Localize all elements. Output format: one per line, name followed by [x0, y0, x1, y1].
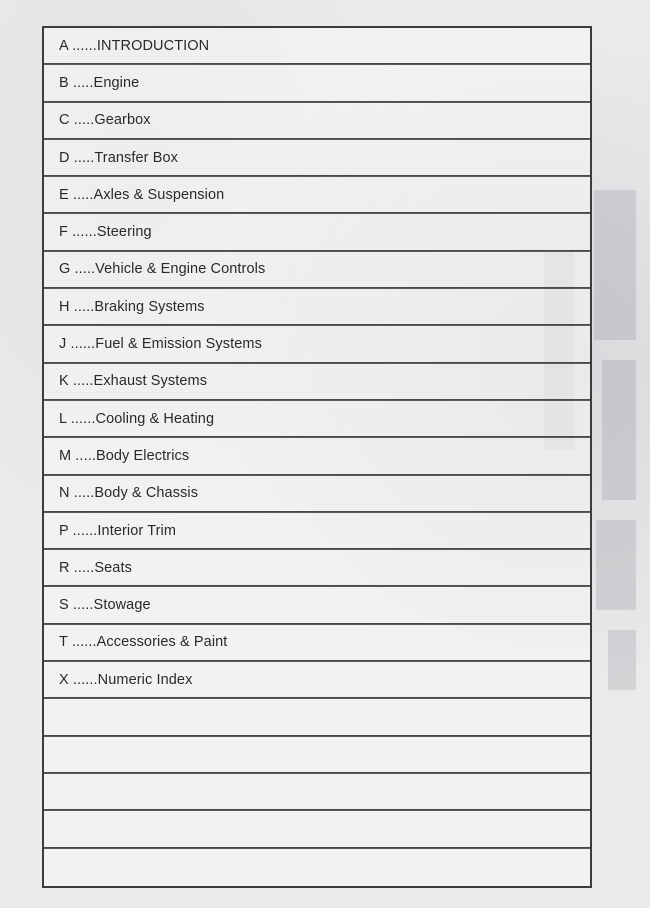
index-row-m[interactable]	[44, 438, 590, 475]
index-row-h[interactable]	[44, 289, 590, 326]
index-row-blank	[44, 774, 590, 811]
index-row-d[interactable]	[44, 140, 590, 177]
index-row-label: J ......Fuel & Emission Systems	[59, 336, 262, 353]
index-row-blank	[44, 811, 590, 848]
index-row-x[interactable]	[44, 662, 590, 699]
index-row-s[interactable]	[44, 587, 590, 624]
section-index-table	[42, 26, 592, 888]
index-row-a[interactable]	[44, 28, 590, 65]
index-row-label: H .....Braking Systems	[59, 298, 205, 315]
index-row-label: A ......INTRODUCTION	[59, 37, 210, 54]
index-row-label: P ......Interior Trim	[59, 522, 177, 539]
index-row-label: F ......Steering	[59, 224, 152, 241]
index-row-n[interactable]	[44, 476, 590, 513]
index-row-label: B .....Engine	[59, 74, 140, 91]
index-row-label: R .....Seats	[59, 559, 132, 576]
index-row-b[interactable]	[44, 65, 590, 102]
index-row-label: E .....Axles & Suspension	[59, 186, 225, 203]
index-row-label: S .....Stowage	[59, 597, 151, 614]
index-row-label: N .....Body & Chassis	[59, 485, 199, 502]
index-row-label: L ......Cooling & Heating	[59, 410, 215, 427]
index-row-r[interactable]	[44, 550, 590, 587]
index-row-label: M .....Body Electrics	[59, 447, 190, 464]
index-row-j[interactable]	[44, 326, 590, 363]
index-row-blank	[44, 699, 590, 736]
index-row-e[interactable]	[44, 177, 590, 214]
index-row-blank	[44, 737, 590, 774]
index-row-label: G .....Vehicle & Engine Controls	[59, 261, 266, 278]
index-row-label: T ......Accessories & Paint	[59, 634, 228, 651]
index-row-label: C .....Gearbox	[59, 112, 151, 129]
index-row-label: X ......Numeric Index	[59, 671, 193, 688]
index-row-p[interactable]	[44, 513, 590, 550]
index-row-blank	[44, 849, 590, 886]
index-row-l[interactable]	[44, 401, 590, 438]
index-row-c[interactable]	[44, 103, 590, 140]
index-row-t[interactable]	[44, 625, 590, 662]
index-row-label: D .....Transfer Box	[59, 149, 179, 166]
index-row-f[interactable]	[44, 214, 590, 251]
index-row-g[interactable]	[44, 252, 590, 289]
index-row-label: K .....Exhaust Systems	[59, 373, 208, 390]
index-row-k[interactable]	[44, 364, 590, 401]
